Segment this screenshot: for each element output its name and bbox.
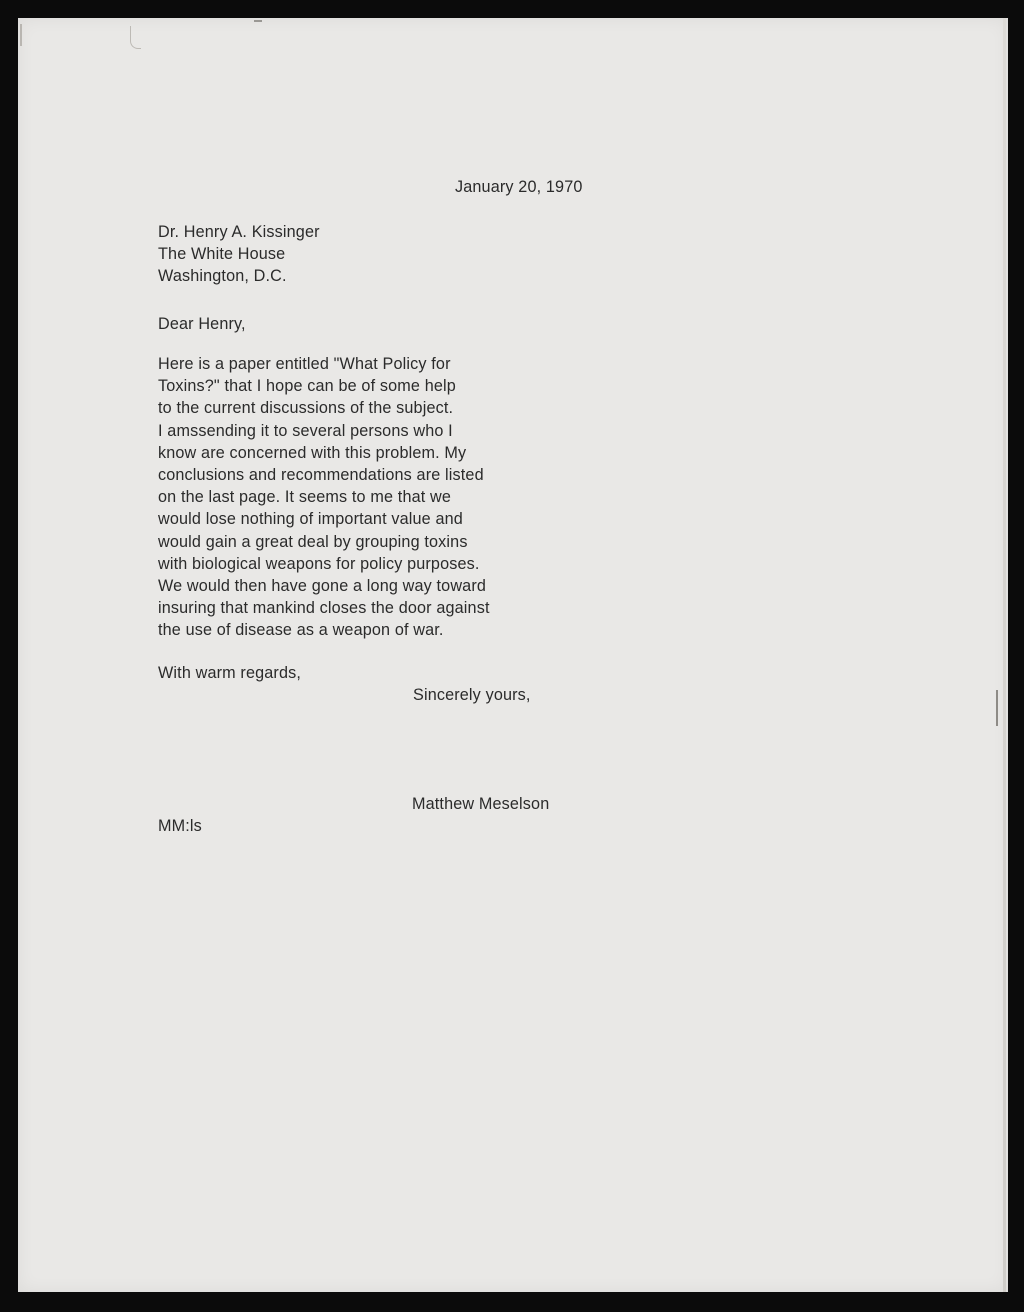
address-line: Washington, D.C.: [158, 267, 287, 286]
body-line: know are concerned with this problem. My: [158, 443, 467, 462]
recipient-address: [158, 221, 320, 288]
body-line: Toxins?" that I hope can be of some help: [158, 377, 456, 396]
letter-date: January 20, 1970: [455, 178, 583, 196]
typist-initials: MM:ls: [158, 817, 202, 835]
body-line: would gain a great deal by grouping toxins: [158, 532, 468, 551]
body-line: to the current discussions of the subject.: [158, 399, 454, 418]
body-line: would lose nothing of important value and: [158, 510, 463, 529]
body-line: on the last page. It seems to me that we: [158, 488, 452, 507]
paper-mark: [996, 690, 998, 726]
body-line: conclusions and recommendations are listed: [158, 465, 484, 484]
body-line: Here is a paper entitled "What Policy for: [158, 355, 451, 373]
body-line: We would then have gone a long way toward: [158, 576, 487, 595]
paper-mark: [130, 26, 141, 49]
body-line: insuring that mankind closes the door against: [158, 599, 490, 618]
address-line: Dr. Henry A. Kissinger: [158, 223, 320, 241]
body-line: with biological weapons for policy purposes.: [158, 554, 480, 573]
closing-regards: With warm regards,: [158, 664, 302, 682]
body-line: the use of disease as a weapon of war.: [158, 621, 444, 640]
address-line: The White House: [158, 245, 286, 264]
paper-mark: [254, 20, 262, 22]
letter-page: [18, 18, 1008, 1292]
closing-sincerely: Sincerely yours,: [413, 686, 531, 704]
paper-mark: [20, 24, 22, 46]
salutation: Dear Henry,: [158, 315, 246, 333]
body-line: I amssending it to several persons who I: [158, 421, 453, 440]
signer-name: Matthew Meselson: [412, 795, 550, 813]
letter-body: [158, 353, 490, 641]
